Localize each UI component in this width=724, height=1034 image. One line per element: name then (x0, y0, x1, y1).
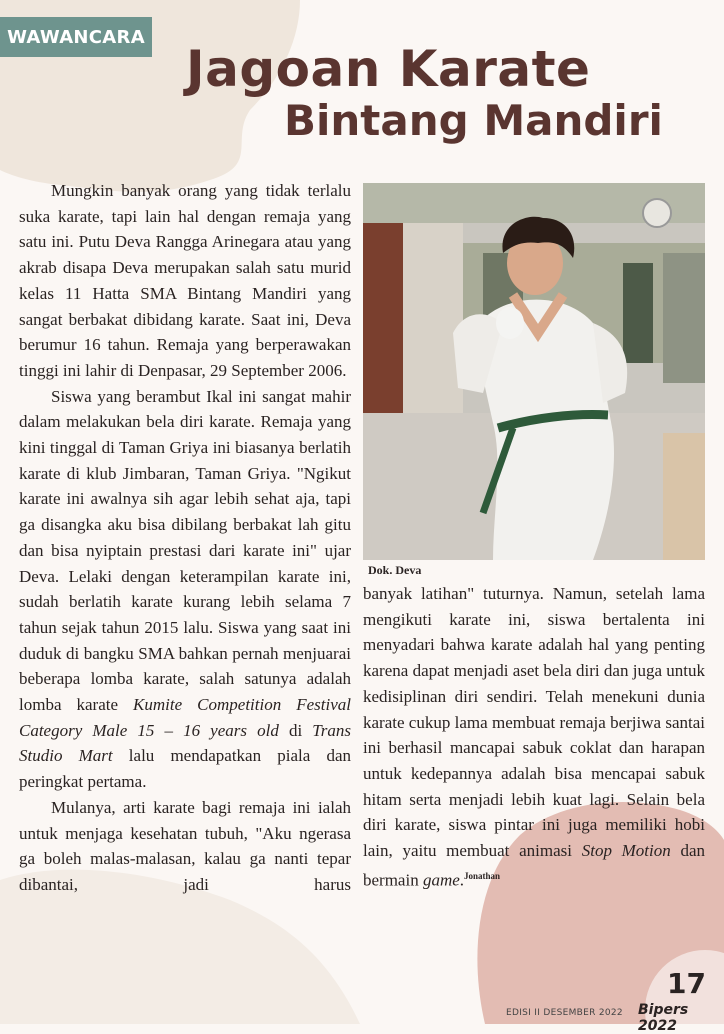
left-column (19, 178, 351, 898)
paragraph-2 (19, 384, 351, 795)
right-column-stop-motion: Stop Motion (581, 841, 671, 861)
paragraph-2-text-a: Siswa yang berambut Ikal ini sangat mahir dalam melakukan bela diri karate. Remaja yang kini tinggal di Taman Griya ini biasanya berlatih karate di klub Jimbaran, Taman Griya. "Ngikut karate ini awalnya sih agar lebih sehat aja, tapi ga disangka aku bisa dibilang berbakat lah gitu dan bisa nyiptain prestasi dari karate ini" ujar Deva. Lelaki dengan keterampilan karate ini, sudah berlatih karate kurang lebih selama 7 tahun sejak tahun 2015 lalu. Siswa yang saat ini duduk di bangku SMA bahkan pernah menjuarai beberapa lomba karate, salah satunya adalah lomba karate (19, 386, 351, 715)
author-credit: Jonathan (464, 870, 501, 881)
right-column-text-b: dan bermain (363, 841, 706, 890)
paragraph-1: Mungkin banyak orang yang tidak terlalu suka karate, tapi lain hal dengan remaja yang satu ini. Putu Deva Rangga Arinegara atau yang akrab disapa Deva merupakan salah satu murid kelas 11 Hatta SMA Bintang Mandiri yang sangat berbakat dibidang karate. Saat ini, Deva berumur 16 tahun. Remaja yang berperawakan tinggi ini lahir di Denpasar, 29 September 2006. (19, 181, 351, 380)
paragraph-3: Mulanya, arti karate bagi remaja ini ialah untuk menjaga kesehatan tubuh, "Aku ngerasa ga boleh malas-malasan, kalau ga nanti tepar dibantai, jadi harus (19, 797, 351, 894)
right-column (363, 581, 705, 893)
edition-label: EDISI II DESEMBER 2022 (506, 1008, 623, 1018)
section-tag: WAWANCARA (0, 17, 152, 57)
paragraph-2-text-c: lalu mendapatkan piala dan peringkat pertama. (19, 746, 352, 792)
right-column-paragraph (363, 581, 705, 893)
paragraph-2-venue: Trans Studio Mart (19, 720, 352, 766)
paragraph-2-text-b: di (288, 720, 303, 740)
right-column-text-c: . (459, 870, 465, 890)
right-column-text-a: banyak latihan" tuturnya. Namun, setelah lama mengikuti karate ini, siswa bertalenta ini menyadari bahwa karate adalah hal yang penting karena dapat menjadi aset bela diri dan juga untuk kedisiplinan diri sendiri. Telah menekuni dunia karate cukup lama membuat remaja berjiwa santai ini berhasil mancapai sabuk coklat dan harapan untuk kedepannya adalah bisa mencapai sabuk hitam serta menjadi lebih kuat lagi. Selain bela diri karate, siswa pintar ini juga memiliki hobi lain, yaitu membuat animasi (363, 584, 705, 861)
article-title-line2: Bintang Mandiri (284, 96, 663, 145)
karate-photo (363, 183, 705, 560)
page-number: 17 (667, 967, 706, 1000)
article-title-line1: Jagoan Karate (186, 40, 591, 98)
right-column-game: game (422, 870, 460, 890)
brand-logo-text: Bipers 2022 (638, 1002, 689, 1034)
paragraph-2-competition: Kumite Competition Festival Category Male 15 – 16 years old (19, 695, 351, 740)
photo-caption: Dok. Deva (368, 563, 422, 577)
karate-photo-illustration (363, 183, 705, 560)
